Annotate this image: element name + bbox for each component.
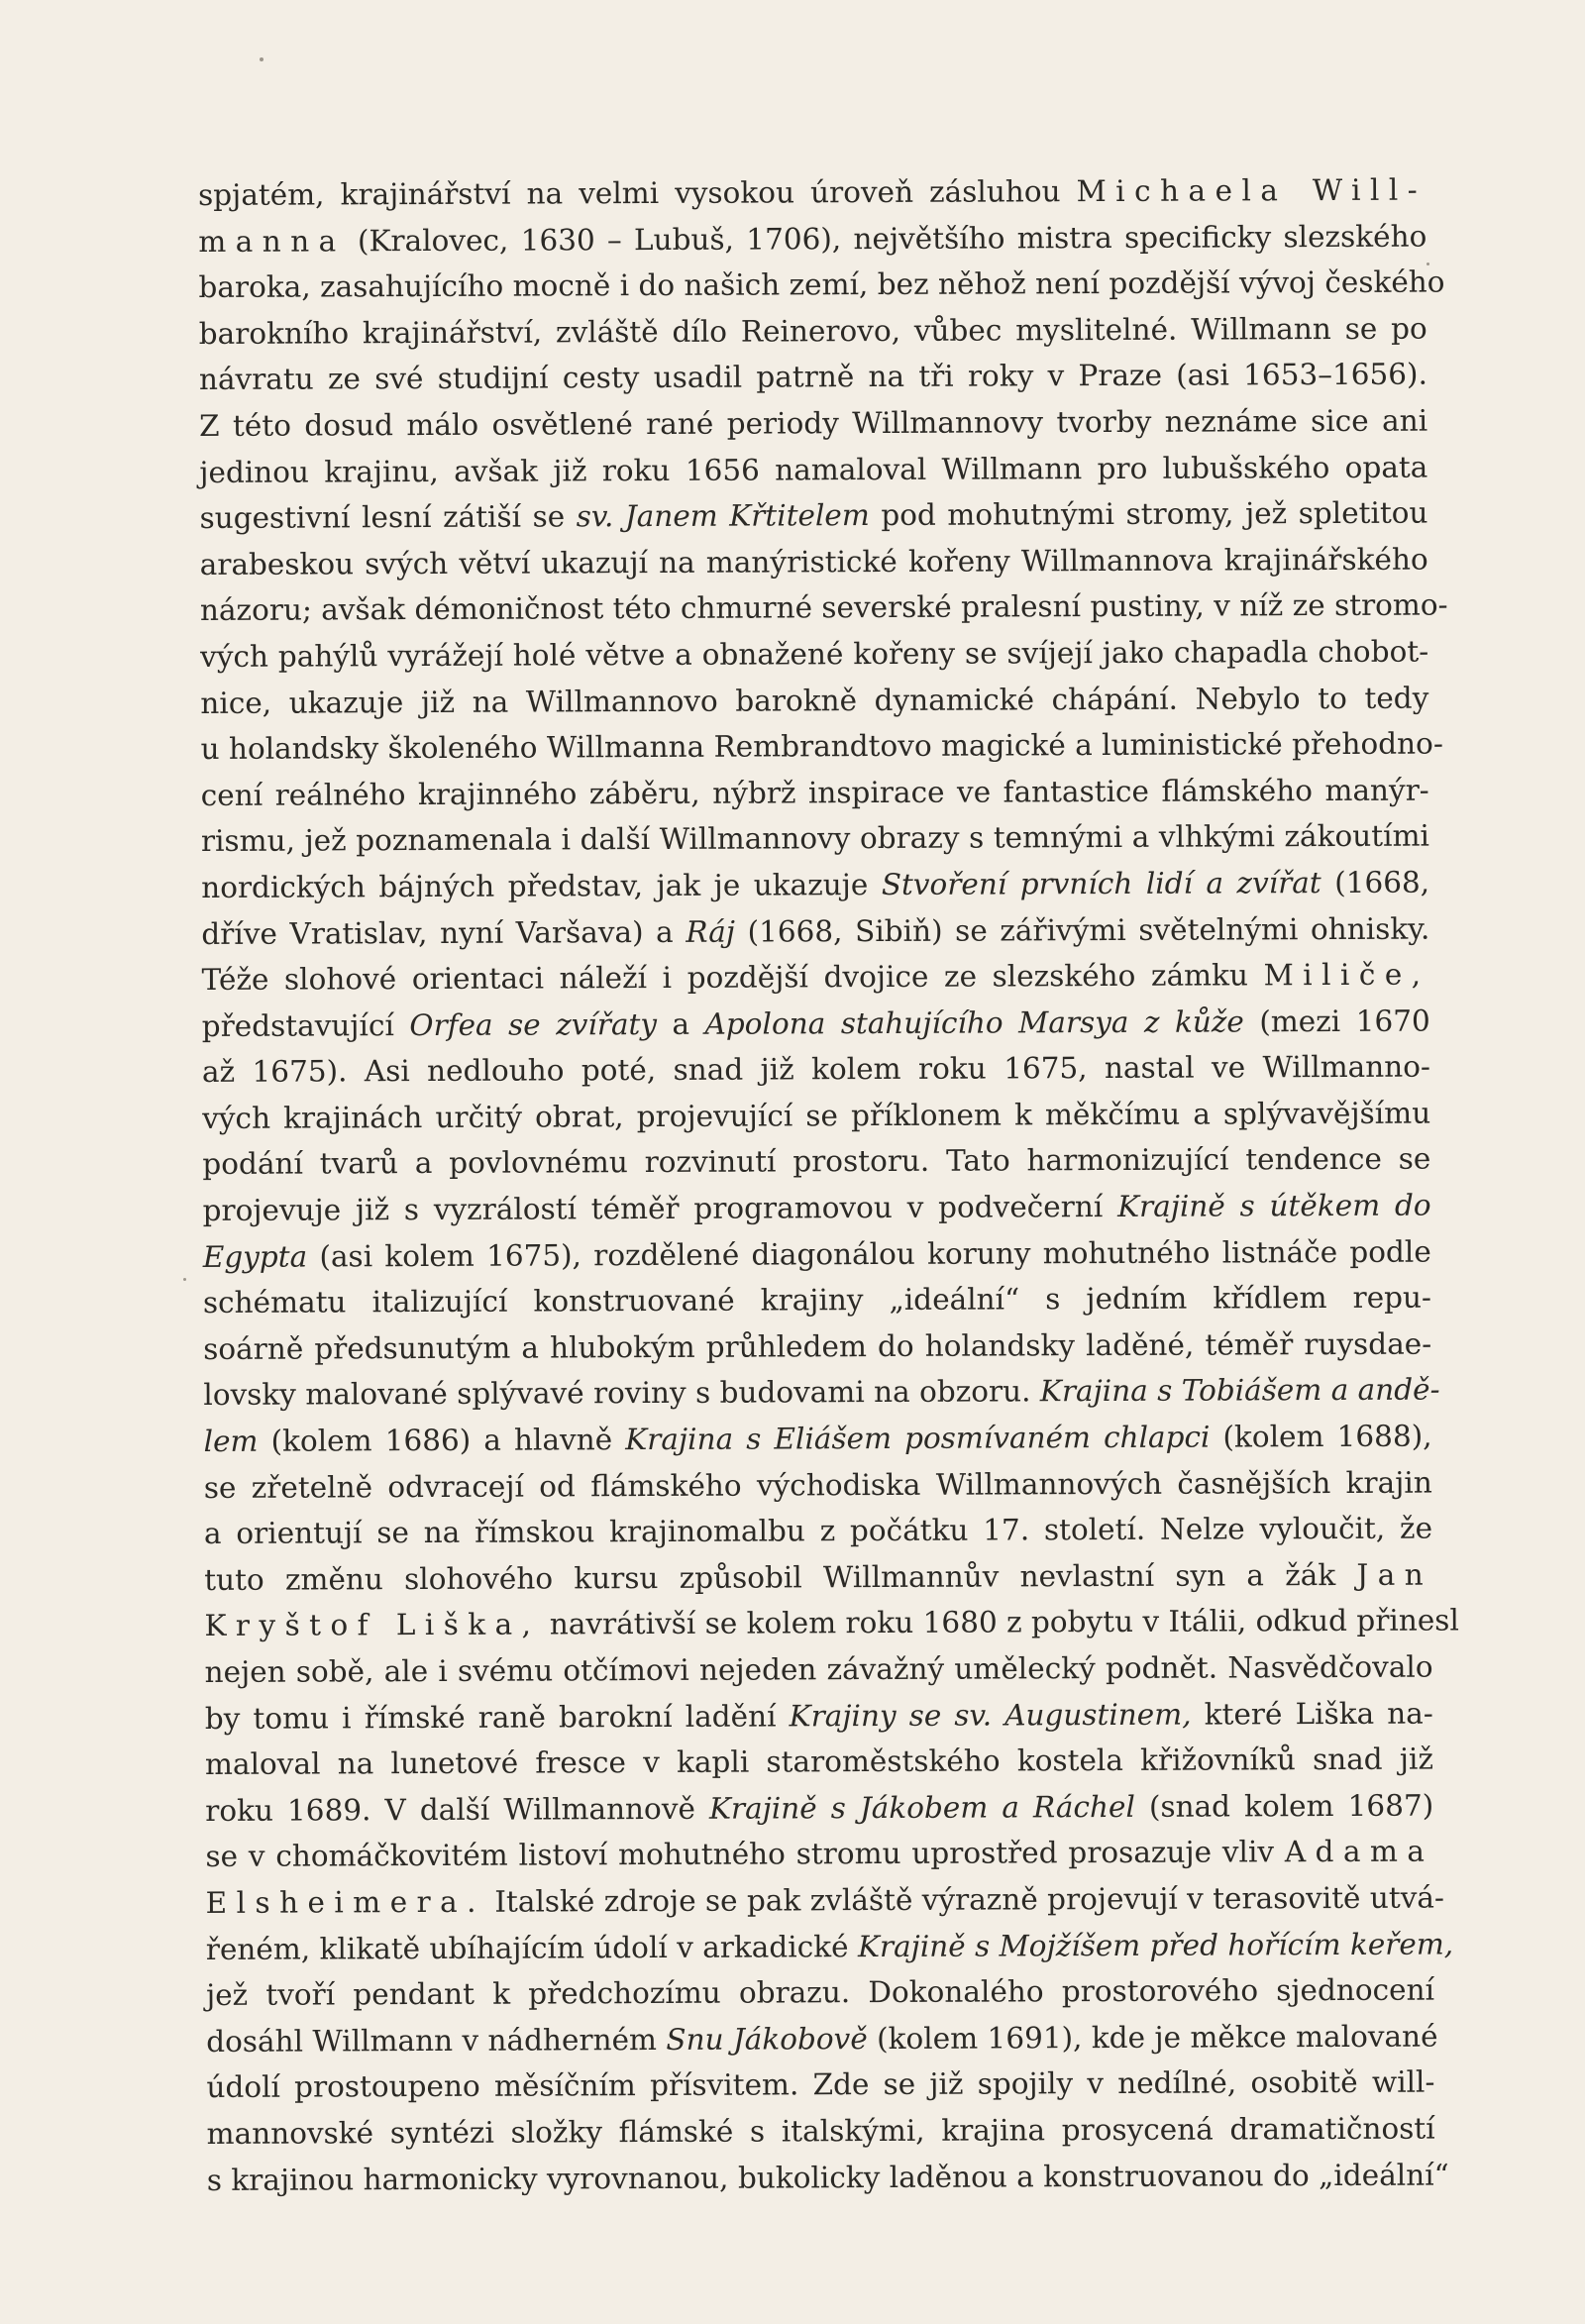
text-line: [201, 859, 1429, 910]
text-line: [202, 1044, 1430, 1096]
text-line: [200, 629, 1428, 681]
paper-speck: [183, 1278, 186, 1281]
spaced-name: Jan: [1356, 1557, 1433, 1592]
text-run: pod mohutnými stromy, jež spletitou: [869, 495, 1428, 533]
text-run: mannovské syntézi složky flámské s italskými, krajina prosycená dramatičností: [206, 2111, 1435, 2151]
text-line: [206, 2013, 1438, 2064]
text-line: [203, 1275, 1431, 1326]
text-line: [205, 1875, 1444, 1927]
text-run: lovsky malované splývavé roviny s budovami na obzoru.: [203, 1374, 1040, 1413]
italic-title: Krajině s útěkem do: [1116, 1188, 1431, 1224]
text-run: tuto změnu slohového kursu způsobil Willmannův nevlastní syn a žák: [204, 1557, 1357, 1597]
text-line: [199, 398, 1427, 450]
text-line: [203, 1414, 1431, 1465]
italic-title: Krajině s Jákobem a Ráchel: [708, 1789, 1135, 1826]
text-run: (asi kolem 1675), rozdělené diagonálou koruny mohutného listnáče podle: [307, 1234, 1431, 1274]
paper-speck: [260, 57, 264, 61]
text-line: [203, 1367, 1440, 1419]
italic-title: sv. Janem Křtitelem: [576, 498, 870, 534]
italic-title: Apolona stahujícího Marsya z kůže: [704, 1004, 1244, 1041]
spaced-name: Adama: [1284, 1834, 1434, 1869]
italic-title: Ráj: [686, 914, 736, 949]
text-run: baroka, zasahujícího mocně i do našich zemí, bez něhož není pozdější vývoj českého: [198, 264, 1445, 305]
text-line: [202, 1136, 1430, 1188]
text-run: roku 1689. V další Willmannově: [205, 1791, 710, 1828]
italic-title: Stvoření prvních lidí a zvířat: [881, 865, 1321, 901]
text-run: nordických bájných představ, jak je ukazuje: [201, 867, 882, 904]
text-run: navrátivší se kolem roku 1680 z pobytu v Itálii, odkud přinesl: [540, 1603, 1459, 1641]
text-run: návratu ze své studijní cesty usadil patrně na tři roky v Praze (asi 1653–1656).: [198, 357, 1427, 397]
text-line: [204, 1459, 1432, 1511]
text-run: rismu, jež poznamenala i další Willmannovy obrazy s temnými a vlhkými zákoutími: [200, 818, 1430, 859]
text-run: (kolem 1686) a hlavně: [258, 1423, 626, 1458]
text-run: (kolem 1688),: [1210, 1419, 1432, 1454]
text-run: se zřetelně odvracejí od flámského východiska Willmannových časnějších krajin: [203, 1465, 1432, 1505]
text-run: barokního krajinářství, zvláště dílo Reinerovo, vůbec myslitelné. Willmann se po: [198, 311, 1427, 351]
spaced-name: Michaela Will-: [1076, 172, 1427, 209]
text-run: a: [656, 1006, 705, 1041]
text-line: [206, 2060, 1434, 2111]
text-line: [205, 1644, 1433, 1696]
text-line: [200, 675, 1428, 726]
text-run: nice, ukazuje již na Willmannovo barokně dynamické chápání. Nebylo to tedy: [200, 681, 1429, 720]
text-line: [207, 2106, 1435, 2158]
italic-title: Krajina s Tobiášem a andě-: [1039, 1372, 1440, 1409]
text-line: [199, 490, 1427, 542]
text-run: údolí prostoupeno měsíčním přísvitem. Zde se již spojily v nedílné, osobitě will-: [206, 2064, 1435, 2105]
italic-title: Krajině s Mojžíšem před hořícím keřem,: [857, 1927, 1454, 1963]
text-run: soárně předsunutým a hlubokým průhledem do holandsky laděné, téměř ruysdae-: [203, 1326, 1432, 1366]
text-line: [198, 213, 1426, 264]
text-line: [205, 1921, 1454, 1972]
text-line: [199, 305, 1427, 357]
text-line: [199, 582, 1448, 634]
text-line: [198, 167, 1426, 219]
text-run: spjatém, krajinářství na velmi vysokou úroveň zásluhou: [198, 174, 1077, 212]
text-line: [198, 260, 1445, 311]
text-run: sugestivní lesní zátiší se: [199, 499, 577, 536]
text-run: jedinou krajinu, avšak již roku 1656 namaloval Willmann pro lubušského opata: [199, 450, 1428, 489]
text-run: se v chomáčkovitém listoví mohutného stromu uprostřed prosazuje vliv: [205, 1835, 1285, 1874]
text-run: (Kralovec, 1630 – Lubuš, 1706), největšího mistra specificky slezského: [345, 219, 1427, 258]
text-run: projevuje již s vyzrálostí téměř programovou v podvečerní: [202, 1190, 1118, 1228]
text-line: [201, 767, 1429, 818]
text-line: [204, 1551, 1432, 1603]
text-line: [203, 1320, 1431, 1372]
text-line: [206, 2152, 1449, 2203]
text-run: a orientují se na římskou krajinomalbu z počátku 17. století. Nelze vyloučit, že: [203, 1511, 1433, 1551]
text-run: s krajinou harmonicky vyrovnanou, bukolicky laděnou a konstruovanou do „ideální“: [206, 2158, 1449, 2197]
text-line: [201, 952, 1429, 1004]
text-line: [206, 1967, 1434, 2019]
text-line: [199, 352, 1427, 403]
text-line: [202, 998, 1430, 1049]
text-run: Italské zdroje se pak zvláště výrazně projevují v terasovitě utvá-: [484, 1880, 1444, 1919]
italic-title: Orfea se zvířaty: [409, 1006, 658, 1042]
text-line: [203, 1228, 1431, 1280]
text-run: by tomu i římské raně barokní ladění: [204, 1699, 790, 1736]
italic-title: Snu Jákobově: [666, 2021, 868, 2057]
text-run: schématu italizující konstruované krajiny „ideální“ s jedním křídlem repu-: [202, 1280, 1432, 1320]
text-run: které Liška na-: [1191, 1696, 1433, 1732]
text-run: vých krajinách určitý obrat, projevující se příklonem k měkčímu a splývavějšímu: [202, 1096, 1431, 1135]
spaced-name: Kryštof Liška,: [204, 1607, 541, 1643]
text-run: arabeskou svých větví ukazují na manýristické kořeny Willmannova krajinářského: [199, 542, 1428, 581]
text-run: (kolem 1691), kde je měkce malované: [867, 2019, 1438, 2056]
text-run: jež tvoří pendant k předchozímu obrazu. Dokonalého prostorového sjednocení: [205, 1972, 1435, 2013]
text-run: řeném, klikatě ubíhajícím údolí v arkadické: [205, 1929, 858, 1966]
text-run: vých pahýlů vyrážejí holé větve a obnažené kořeny se svíjejí jako chapadla chobot-: [200, 634, 1429, 674]
italic-title: lem: [203, 1424, 259, 1459]
spaced-name: Miliče,: [1263, 957, 1430, 993]
italic-title: Egypta: [202, 1239, 308, 1274]
text-run: Téže slohové orientaci náleží i pozdější dvojice ze slezského zámku: [201, 958, 1264, 998]
text-line: [205, 1829, 1433, 1880]
text-line: [204, 1506, 1432, 1557]
text-run: (1668,: [1321, 865, 1430, 899]
text-run: maloval na lunetové fresce v kapli staroměstského kostela křižovníků snad již: [204, 1742, 1434, 1782]
italic-title: Krajiny se sv. Augustinem,: [789, 1697, 1192, 1734]
text-run: názoru; avšak démoničnost této chmurné severské pralesní pustiny, v níž ze stromo-: [199, 587, 1448, 628]
text-run: (mezi 1670: [1243, 1004, 1430, 1039]
text-line: [205, 1690, 1433, 1742]
spaced-name: manna: [198, 223, 346, 259]
text-line: [201, 813, 1429, 865]
text-run: cení reálného krajinného záběru, nýbrž inspirace ve fantastice flámského manýr-: [200, 773, 1429, 812]
text-run: Z této dosud málo osvětlené rané periody Willmannovy tvorby neznáme sice ani: [199, 403, 1428, 443]
text-line: [200, 536, 1428, 587]
text-line: [202, 1090, 1430, 1141]
text-run: (1668, Sibiň) se zářivými světelnými ohnisky.: [734, 911, 1430, 949]
text-run: nejen sobě, ale i svému otčímovi nejeden závažný umělecký podnět. Nasvědčovalo: [204, 1649, 1433, 1689]
spaced-name: Elsheimera.: [205, 1884, 486, 1920]
text-line: [205, 1782, 1433, 1834]
text-run: podání tvarů a povlovnému rozvinutí prostoru. Tato harmonizující tendence se: [202, 1142, 1431, 1182]
text-line: [199, 444, 1427, 495]
text-line: [200, 721, 1443, 773]
text-run: (snad kolem 1687): [1134, 1788, 1434, 1824]
text-line: [205, 1737, 1433, 1788]
text-run: dříve Vratislav, nyní Varšava) a: [201, 914, 687, 951]
text-run: dosáhl Willmann v nádherném: [206, 2022, 667, 2059]
text-run: představující: [201, 1007, 410, 1043]
text-line: [204, 1598, 1459, 1649]
text-run: až 1675). Asi nedlouho poté, snad již kolem roku 1675, nastal ve Willmanno-: [201, 1049, 1431, 1090]
text-run: u holandsky školeného Willmanna Rembrandtovo magické a luministické přehodno-: [200, 726, 1443, 767]
text-line: [201, 905, 1429, 957]
text-line: [202, 1183, 1430, 1234]
italic-title: Krajina s Eliášem posmívaném chlapci: [625, 1420, 1211, 1457]
body-paragraph: [198, 167, 1459, 2197]
